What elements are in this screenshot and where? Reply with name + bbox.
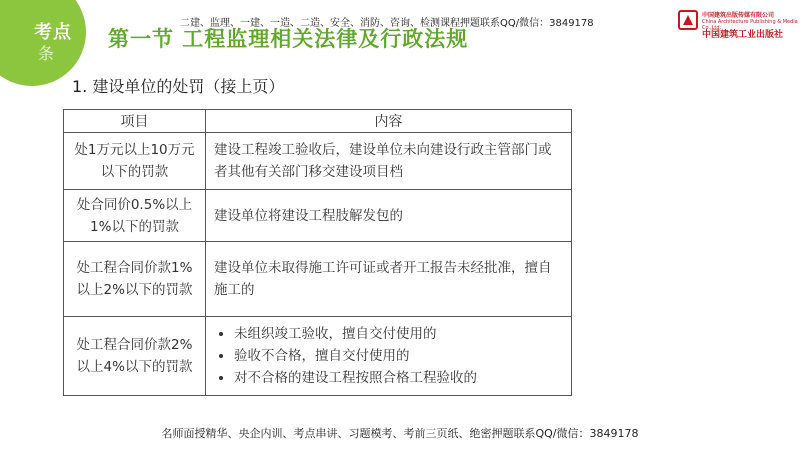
- column-header-item: 项目: [64, 110, 206, 133]
- penalty-content: [206, 317, 572, 396]
- list-item: • 对不合格的建设工程按照合格工程验收的: [234, 367, 563, 389]
- publisher-chinese-name: 中国建筑工业出版社: [702, 30, 784, 40]
- badge-label: 考点: [34, 22, 72, 43]
- table-row: [64, 242, 572, 317]
- section-title: 第一节 工程监理相关法律及行政法规: [108, 27, 469, 51]
- column-header-content: 内容: [206, 110, 572, 133]
- publisher-english-name: China Architecture Publishing & Media Co.,Ltd.: [702, 19, 798, 31]
- list-item: • 未组织竣工验收，擅自交付使用的: [234, 323, 563, 345]
- page-heading: 1. 建设单位的处罚（接上页）: [72, 77, 285, 96]
- penalty-content: 建设工程竣工验收后，建设单位未向建设行政主管部门或者其他有关部门移交建设项目档: [206, 133, 572, 190]
- table-header-row: [64, 110, 572, 133]
- penalty-table: [63, 109, 572, 396]
- penalty-content: 建设单位将建设工程肢解发包的: [206, 190, 572, 242]
- penalty-item: 处工程合同价款1%以上2%以下的罚款: [64, 242, 206, 317]
- table-row: [64, 133, 572, 190]
- publisher-name: 中国建筑出版传媒有限公司: [702, 12, 775, 19]
- penalty-item: 处工程合同价款2%以上4%以下的罚款: [64, 317, 206, 396]
- publisher-logo-icon: [678, 10, 698, 30]
- table-row: [64, 317, 572, 396]
- penalty-item: 处合同价0.5%以上1%以下的罚款: [64, 190, 206, 242]
- table-row: [64, 190, 572, 242]
- penalty-content: 建设单位未取得施工许可证或者开工报告未经批准，擅自施工的: [206, 242, 572, 317]
- list-item: • 验收不合格，擅自交付使用的: [234, 345, 563, 367]
- top-contact-text: 二建、监理、一建、一造、二造、安全、消防、咨询、检测课程押题联系QQ/微信：3849178: [180, 18, 594, 29]
- penalty-item: 处1万元以上10万元以下的罚款: [64, 133, 206, 190]
- penalty-bullet-list: [214, 323, 563, 389]
- footer-contact-text: 名师面授精华、央企内训、考点串讲、习题模考、考前三页纸、绝密押题联系QQ/微信：3849178: [161, 427, 639, 440]
- badge-sublabel: 条: [38, 44, 55, 63]
